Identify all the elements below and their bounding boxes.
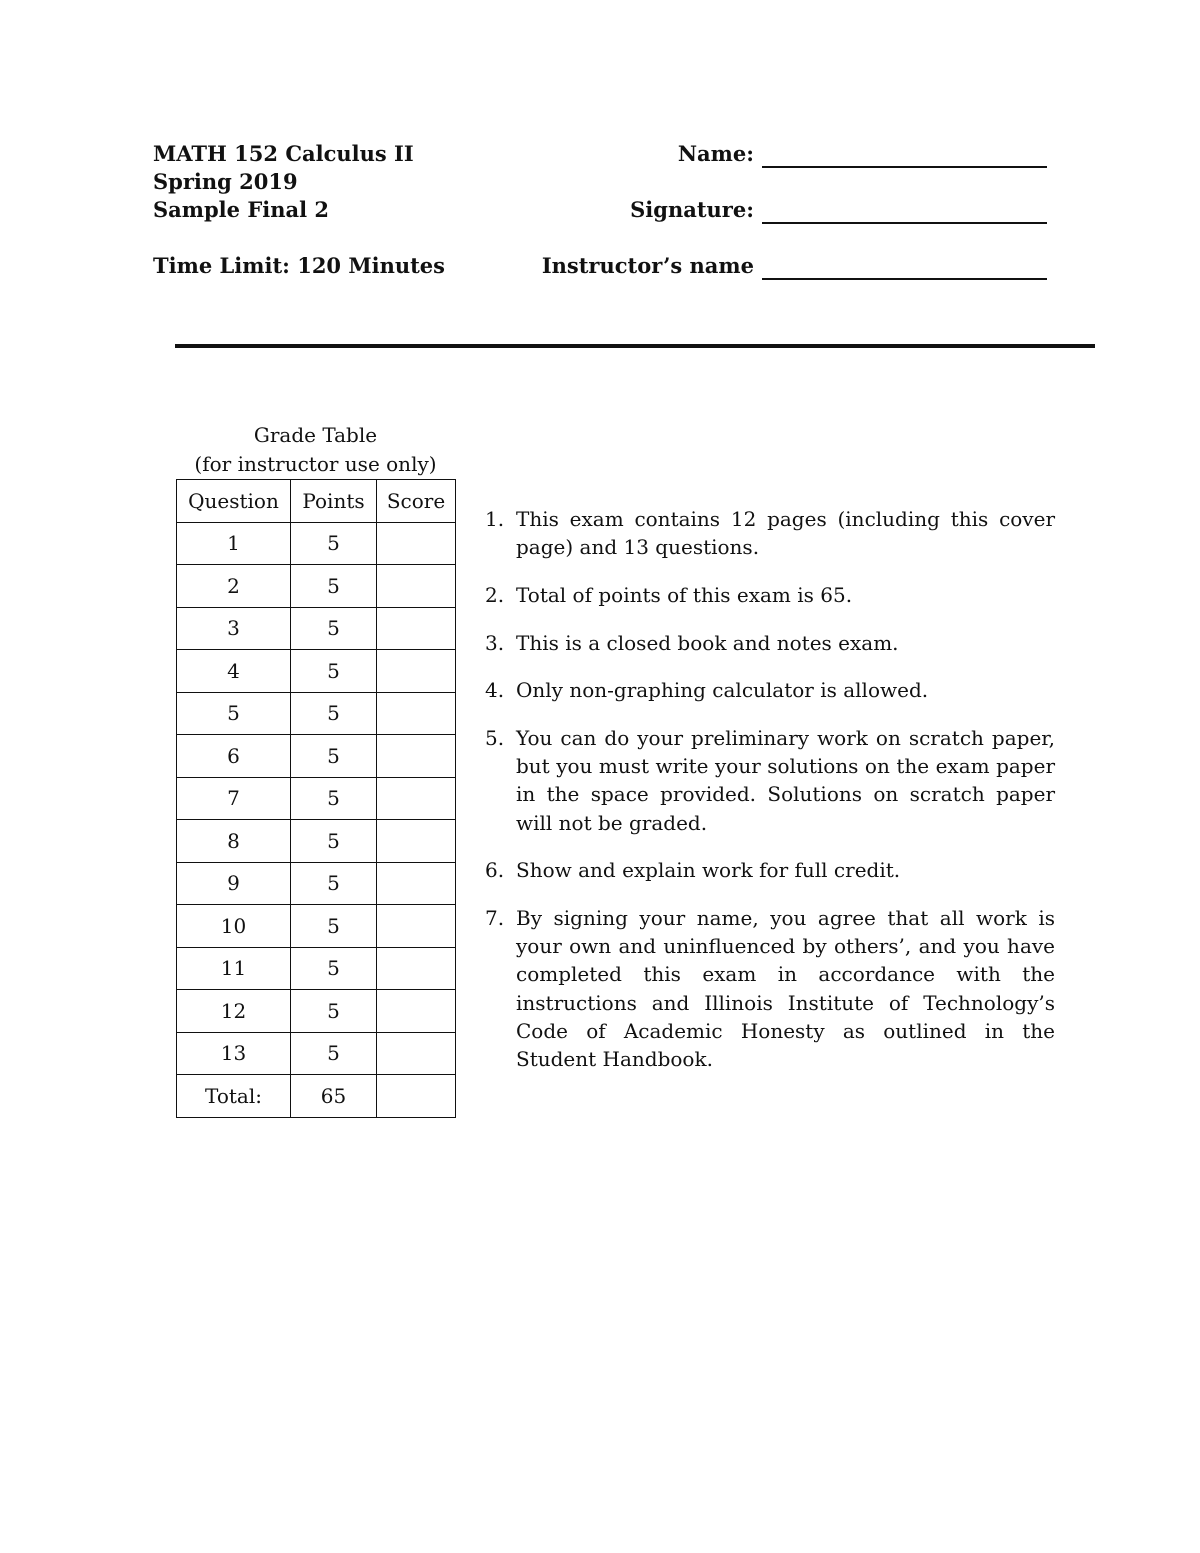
points-cell: 5 [291,607,377,650]
signature-label: Signature: [630,197,754,222]
instruction-text: This is a closed book and notes exam. [516,630,899,655]
total-label: Total: [177,1075,291,1118]
points-cell: 5 [291,1032,377,1075]
signature-line[interactable] [762,202,1047,224]
question-cell: 3 [177,607,291,650]
grade-row [177,1032,456,1075]
signature-field[interactable] [630,196,1047,224]
name-line[interactable] [762,146,1047,168]
grade-row [177,565,456,608]
grade-table-caption [176,421,455,479]
question-cell: 10 [177,905,291,948]
instruction-number: 2. [485,582,505,607]
instruction-text: This exam contains 12 pages (including this cover page) and 13 questions. [516,507,1055,560]
instruction-number: 1. [485,507,505,531]
score-cell[interactable] [377,947,456,990]
grade-row [177,862,456,905]
points-cell: 5 [291,692,377,735]
score-cell[interactable] [377,735,456,778]
instruction-text: Only non-graphing calculator is allowed. [516,678,929,703]
question-cell: 9 [177,862,291,905]
score-cell[interactable] [377,862,456,905]
instruction-number: 5. [485,726,505,751]
grade-row [177,947,456,990]
grade-row [177,650,456,693]
question-cell: 6 [177,735,291,778]
score-cell[interactable] [377,607,456,650]
course-title: MATH 152 Calculus II [153,141,414,166]
points-cell: 5 [291,905,377,948]
grade-table-header-row [177,480,456,523]
instruction-text: Total of points of this exam is 65. [516,582,853,607]
score-cell[interactable] [377,1032,456,1075]
instruction-item [485,856,1055,884]
score-cell[interactable] [377,565,456,608]
name-field[interactable] [678,140,1047,168]
instruction-text: You can do your preliminary work on scratch paper, but you must write your solutions on the exam paper in the space provided. Solutions on scratch paper will not be graded. [516,726,1055,835]
instruction-item [485,581,1055,609]
grade-row [177,905,456,948]
instruction-text: By signing your name, you agree that all work is your own and uninfluenced by others’, and you have completed this exam in accordance with the instructions and Illinois Institute of Technology’s Code of Academic Honesty as outlined in the Student Handbook. [516,906,1055,1072]
question-cell: 12 [177,990,291,1033]
term: Spring 2019 [153,169,298,194]
name-label: Name: [677,141,754,166]
grade-row [177,607,456,650]
instruction-item [485,629,1055,657]
instruction-item [485,724,1055,837]
instruction-number: 4. [485,678,505,703]
question-cell: 1 [177,522,291,565]
question-cell: 4 [177,650,291,693]
points-cell: 5 [291,777,377,820]
question-cell: 7 [177,777,291,820]
question-cell: 2 [177,565,291,608]
grade-table [176,479,456,1118]
question-cell: 11 [177,947,291,990]
instruction-number: 6. [485,858,505,883]
grade-table-title: Grade Table [253,423,378,447]
grade-table-subtitle: (for instructor use only) [194,452,437,476]
exam-title: Sample Final 2 [153,197,329,222]
instruction-item [485,676,1055,704]
instructor-line[interactable] [762,258,1047,280]
score-cell[interactable] [377,522,456,565]
grade-total-row [177,1075,456,1118]
grade-row [177,820,456,863]
column-header-question: Question [177,480,291,523]
score-cell[interactable] [377,820,456,863]
grade-row [177,990,456,1033]
instructor-field[interactable] [542,252,1047,280]
header-divider [175,344,1095,348]
time-limit: Time Limit: 120 Minutes [153,253,445,278]
column-header-score: Score [377,480,456,523]
score-cell[interactable] [377,650,456,693]
points-cell: 5 [291,650,377,693]
question-cell: 8 [177,820,291,863]
column-header-points: Points [291,480,377,523]
question-cell: 5 [177,692,291,735]
instruction-item [485,904,1055,1073]
points-cell: 5 [291,735,377,778]
score-cell[interactable] [377,905,456,948]
grade-row [177,692,456,735]
instructor-label: Instructor’s name [541,253,754,278]
points-cell: 5 [291,990,377,1033]
instruction-number: 7. [485,906,505,931]
grade-row [177,777,456,820]
total-points: 65 [291,1075,377,1118]
points-cell: 5 [291,947,377,990]
instruction-item [485,505,1055,561]
question-cell: 13 [177,1032,291,1075]
score-cell[interactable] [377,990,456,1033]
exam-header [153,140,445,280]
points-cell: 5 [291,820,377,863]
total-score-cell[interactable] [377,1075,456,1118]
grade-row [177,735,456,778]
instructions-list [485,505,1055,1093]
points-cell: 5 [291,862,377,905]
instruction-number: 3. [485,630,505,655]
instruction-text: Show and explain work for full credit. [516,858,901,883]
grade-row [177,522,456,565]
score-cell[interactable] [377,692,456,735]
score-cell[interactable] [377,777,456,820]
points-cell: 5 [291,522,377,565]
points-cell: 5 [291,565,377,608]
